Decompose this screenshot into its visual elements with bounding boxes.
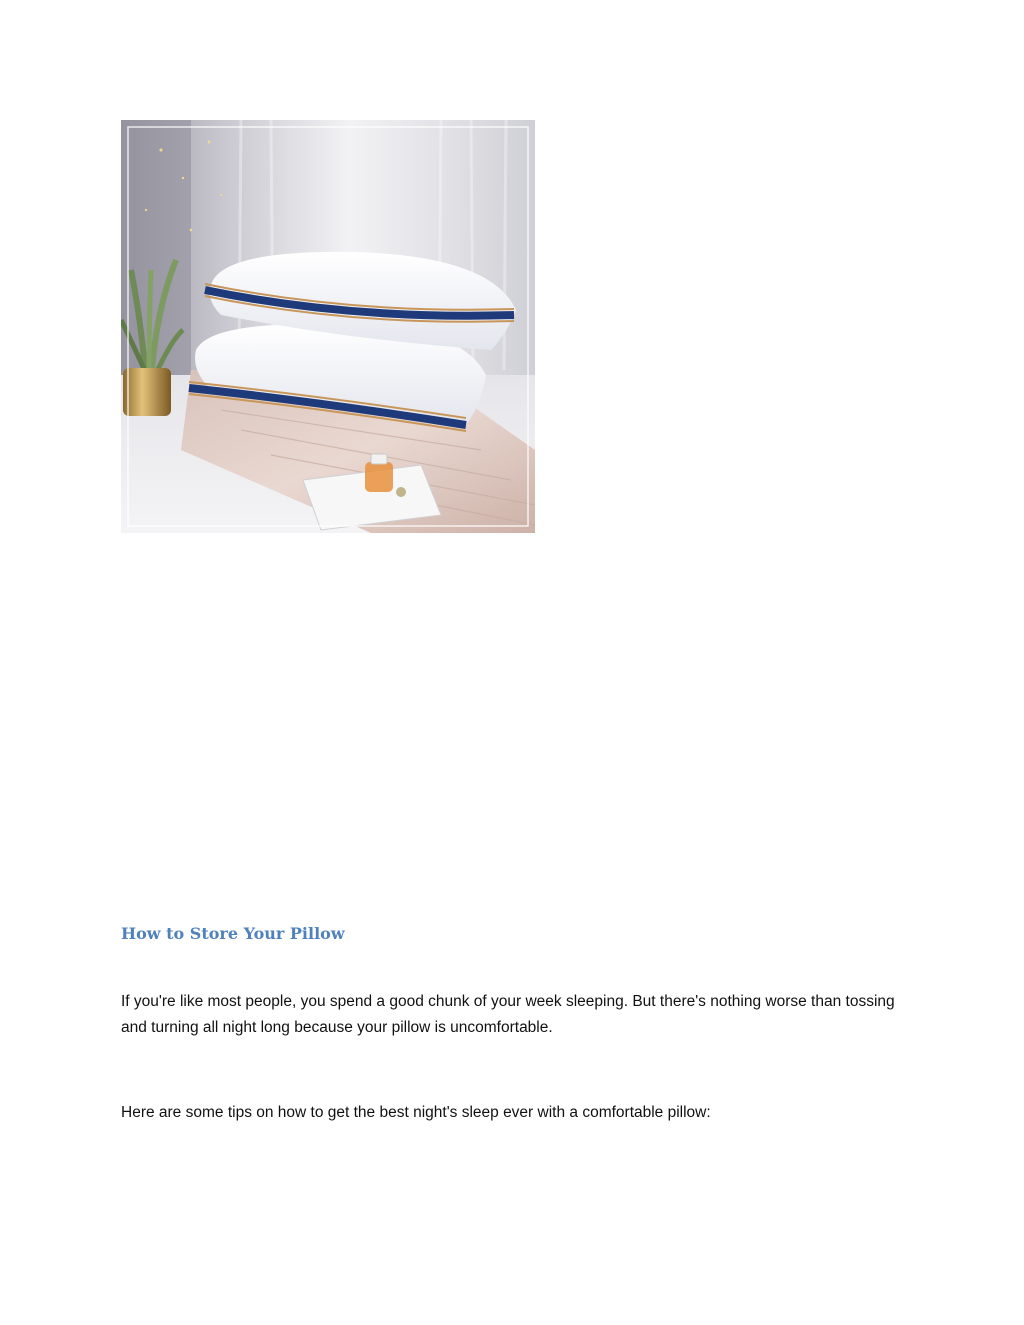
pillow-photo (121, 120, 535, 533)
tips-intro-paragraph: Here are some tips on how to get the best night's sleep ever with a comfortable pillow: (121, 1104, 711, 1121)
intro-paragraph: If you're like most people, you spend a good chunk of your week sleeping. But there's nothing worse than tossing and turning all night long because your pillow is uncomfortable. (121, 993, 895, 1036)
section-heading: How to Store Your Pillow (121, 924, 345, 943)
